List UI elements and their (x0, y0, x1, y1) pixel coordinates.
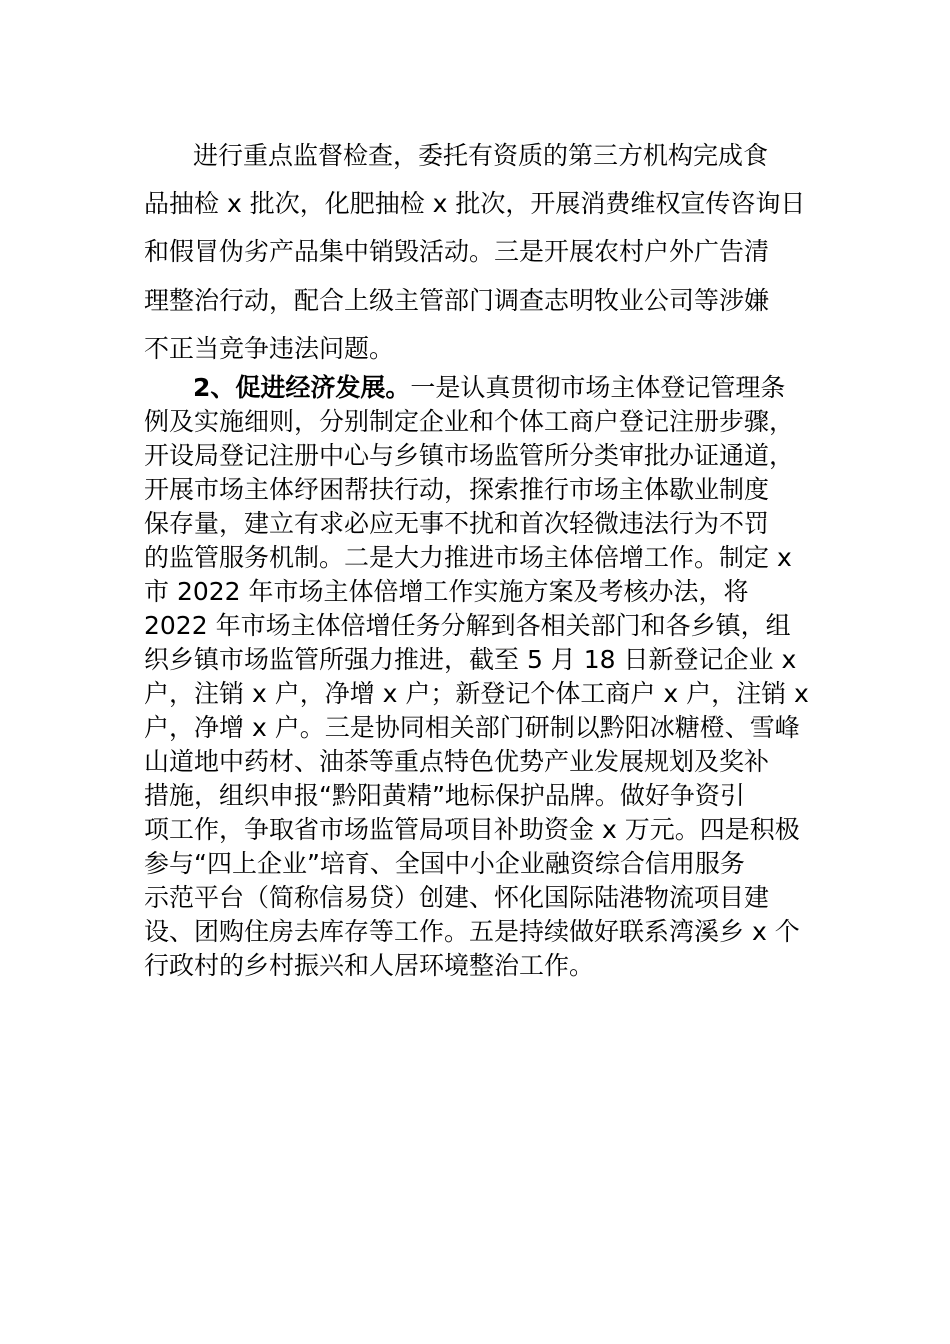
paragraph-line: 户，注销 x 户，净增 x 户；新登记个体工商户 x 户，注销 x (144, 679, 809, 708)
paragraph-line: 市 2022 年市场主体倍增工作实施方案及考核办法，将 (144, 577, 749, 606)
paragraph-line: 项工作，争取省市场监管局项目补助资金 x 万元。四是积极 (144, 815, 800, 844)
paragraph-line: 理整治行动，配合上级主管部门调查志明牧业公司等涉嫌 (144, 286, 770, 315)
paragraph-line: 2022 年市场主体倍增任务分解到各相关部门和各乡镇，组 (144, 611, 791, 640)
paragraph-line: 和假冒伪劣产品集中销毁活动。三是开展农村户外广告清 (144, 237, 770, 266)
paragraph-line: 开展市场主体纾困帮扶行动，探索推行市场主体歇业制度 (144, 475, 770, 504)
paragraph-line: 织乡镇市场监管所强力推进，截至 5 月 18 日新登记企业 x (144, 645, 797, 674)
paragraph-line: 保存量，建立有求必应无事不扰和首次轻微违法行为不罚 (144, 509, 770, 538)
paragraph-line: 参与“四上企业”培育、全国中小企业融资综合信用服务 (144, 849, 745, 878)
paragraph-line: 品抽检 x 批次，化肥抽检 x 批次，开展消费维权宣传咨询日 (144, 189, 806, 218)
section-heading-continuation: 一是认真贯彻市场主体登记管理条 (410, 373, 786, 402)
section-heading-line (193, 372, 873, 404)
paragraph-line: 设、团购住房去库存等工作。五是持续做好联系湾溪乡 x 个 (144, 917, 800, 946)
paragraph-line: 开设局登记注册中心与乡镇市场监管所分类审批办证通道， (144, 441, 795, 470)
paragraph-line: 的监管服务机制。二是大力推进市场主体倍增工作。制定 x (144, 543, 792, 572)
paragraph-line: 山道地中药材、油茶等重点特色优势产业发展规划及奖补 (144, 747, 770, 776)
paragraph-line: 行政村的乡村振兴和人居环境整治工作。 (144, 951, 595, 980)
paragraph-line: 户，净增 x 户。三是协同相关部门研制以黔阳冰糖橙、雪峰 (144, 713, 800, 742)
paragraph-line: 进行重点监督检查，委托有资质的第三方机构完成食 (193, 141, 769, 170)
section-heading: 2、促进经济发展。 (193, 373, 411, 402)
paragraph-line: 不正当竞争违法问题。 (144, 334, 395, 363)
paragraph-line: 例及实施细则，分别制定企业和个体工商户登记注册步骤， (144, 407, 795, 436)
paragraph-line: 示范平台（简称信易贷）创建、怀化国际陆港物流项目建 (144, 883, 770, 912)
paragraph-line: 措施，组织申报“黔阳黄精”地标保护品牌。做好争资引 (144, 781, 745, 810)
